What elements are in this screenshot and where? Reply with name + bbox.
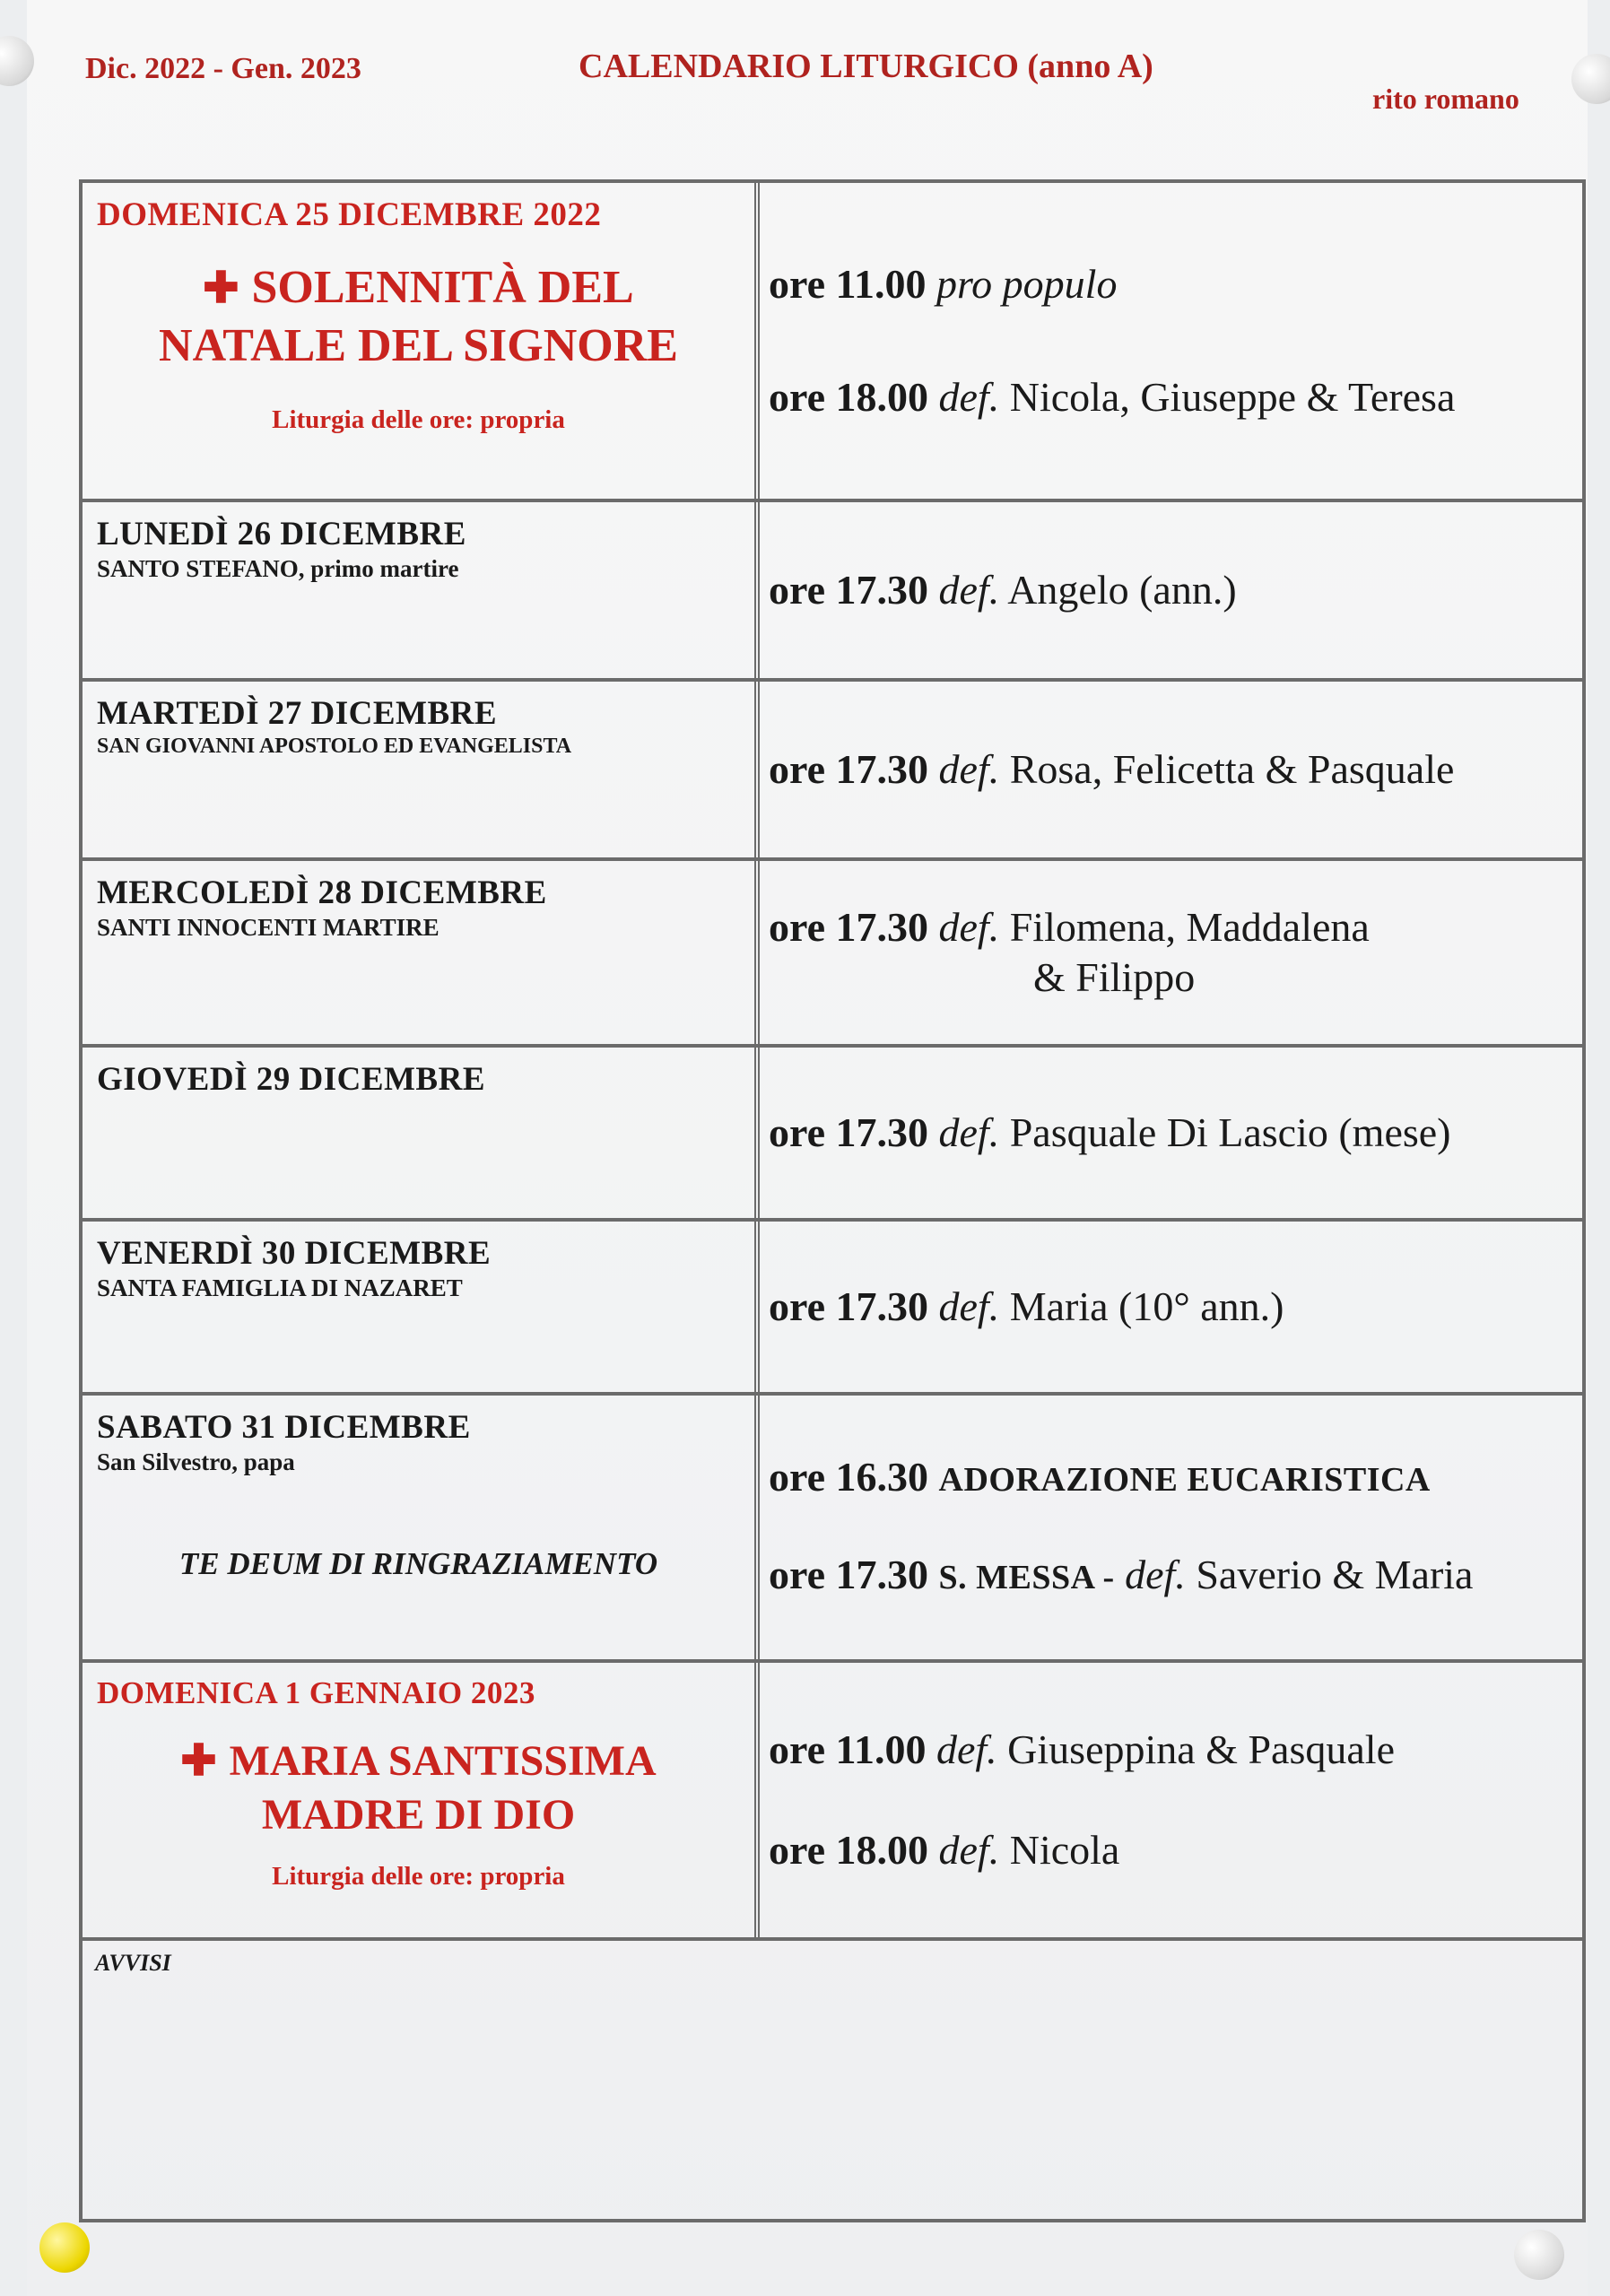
mass-time: ore 17.30	[769, 567, 929, 613]
day-label: DOMENICA 25 DICEMBRE 2022	[97, 196, 602, 233]
day-cell	[83, 502, 760, 678]
mass-time: ore 17.30	[769, 904, 929, 950]
day-cell	[83, 682, 760, 857]
mass-names: Nicola, Giuseppe & Teresa	[1009, 374, 1456, 421]
mass-tag: S. MESSA -	[938, 1558, 1115, 1596]
mass-def: def.	[938, 746, 1000, 792]
header	[0, 47, 1610, 118]
saint-label: San Silvestro, papa	[97, 1448, 295, 1475]
mass-entry	[769, 1725, 1573, 1775]
feast-line: SOLENNITÀ DEL	[251, 262, 634, 313]
mass-entry	[769, 372, 1573, 422]
saint-label: SAN GIOVANNI APOSTOLO ED EVANGELISTA	[97, 735, 572, 758]
mass-cell	[760, 1396, 1582, 1659]
day-label: SABATO 31 DICEMBRE	[97, 1409, 471, 1446]
mass-names: Nicola	[1009, 1826, 1120, 1873]
table-row	[83, 682, 1582, 861]
mass-time: ore 17.30	[769, 1551, 929, 1597]
mass-entry	[769, 1550, 1573, 1603]
mass-names: Saverio & Maria	[1196, 1551, 1474, 1597]
mass-names: Angelo (ann.)	[1007, 567, 1237, 613]
mass-cell	[760, 1048, 1582, 1218]
day-cell	[83, 1222, 760, 1392]
notices-label: AVVISI	[95, 1950, 171, 1976]
day-cell	[83, 183, 760, 499]
table-row	[83, 1048, 1582, 1222]
mass-time: ore 17.30	[769, 1109, 929, 1155]
day-label: GIOVEDÌ 29 DICEMBRE	[97, 1061, 485, 1098]
mass-time: ore 18.00	[769, 1826, 929, 1873]
mass-cell	[760, 502, 1582, 678]
pushpin-icon	[1514, 2230, 1564, 2280]
mass-entry	[769, 902, 1573, 1003]
mass-def: def.	[938, 567, 1000, 613]
mass-cell	[760, 1663, 1582, 1937]
day-label: VENERDÌ 30 DICEMBRE	[97, 1235, 492, 1272]
calendar-title: CALENDARIO LITURGICO (anno A)	[579, 48, 1153, 85]
feast-line: MARIA SANTISSIMA	[229, 1737, 657, 1785]
day-cell	[83, 861, 760, 1044]
table-row	[83, 1396, 1582, 1663]
mass-names: Rosa, Felicetta & Pasquale	[1009, 746, 1455, 792]
mass-entry	[769, 565, 1573, 615]
calendar-table	[79, 179, 1586, 2222]
mass-names-continued: & Filippo	[1033, 954, 1196, 1000]
day-label: LUNEDÌ 26 DICEMBRE	[97, 516, 466, 552]
rite-label: rito romano	[1372, 83, 1519, 115]
mass-names: Maria (10° ann.)	[1009, 1283, 1284, 1329]
day-label: MERCOLEDÌ 28 DICEMBRE	[97, 874, 547, 911]
mass-entry	[769, 1825, 1573, 1875]
mass-time: ore 11.00	[769, 1726, 927, 1773]
table-row	[83, 861, 1582, 1048]
mass-names: Filomena, Maddalena	[1009, 904, 1370, 950]
mass-time: ore 11.00	[769, 260, 927, 307]
day-cell	[83, 1396, 760, 1659]
mass-def: def.	[938, 1109, 1000, 1155]
mass-time: ore 18.00	[769, 374, 929, 421]
pushpin-icon	[39, 2222, 90, 2273]
saint-label: SANTO STEFANO, primo martire	[97, 555, 459, 582]
notices-box	[83, 1941, 1582, 2219]
mass-cell	[760, 861, 1582, 1044]
table-row	[83, 1222, 1582, 1396]
date-range: Dic. 2022 - Gen. 2023	[85, 52, 361, 85]
cross-icon: ✚	[203, 265, 239, 312]
mass-time: ore 16.30	[769, 1454, 929, 1500]
cross-icon: ✚	[180, 1737, 217, 1785]
liturgy-note: Liturgia delle ore: propria	[272, 1862, 565, 1891]
table-row	[83, 183, 1582, 502]
saint-label: SANTI INNOCENTI MARTIRE	[97, 914, 439, 941]
mass-names: Pasquale Di Lascio (mese)	[1009, 1109, 1451, 1155]
day-cell	[83, 1048, 760, 1218]
mass-names: Giuseppina & Pasquale	[1007, 1726, 1395, 1773]
mass-entry	[769, 259, 1573, 309]
day-cell	[83, 1663, 760, 1937]
feast-line: MADRE DI DIO	[261, 1791, 576, 1839]
saint-label: SANTA FAMIGLIA DI NAZARET	[97, 1274, 463, 1301]
mass-time: ore 17.30	[769, 746, 929, 792]
mass-entry	[769, 1108, 1573, 1158]
mass-def: def.	[938, 374, 1000, 421]
day-label: DOMENICA 1 GENNAIO 2023	[97, 1675, 535, 1710]
mass-cell	[760, 183, 1582, 499]
mass-def: def.	[936, 1726, 997, 1773]
table-row	[83, 1663, 1582, 1941]
mass-entry	[769, 1452, 1573, 1505]
feast-title	[97, 259, 740, 375]
adoration-label: ADORAZIONE EUCARISTICA	[938, 1461, 1431, 1500]
liturgy-note: Liturgia delle ore: propria	[272, 405, 565, 434]
mass-time: ore 17.30	[769, 1283, 929, 1329]
mass-def: def.	[938, 1283, 1000, 1329]
mass-def: def.	[1125, 1551, 1186, 1597]
mass-entry	[769, 1282, 1573, 1332]
table-row	[83, 502, 1582, 682]
mass-def: def.	[938, 904, 1000, 950]
mass-cell	[760, 1222, 1582, 1392]
feast-line: NATALE DEL SIGNORE	[159, 320, 678, 371]
mass-def: def.	[938, 1826, 1000, 1873]
day-label: MARTEDÌ 27 DICEMBRE	[97, 695, 498, 732]
mass-cell	[760, 682, 1582, 857]
te-deum-label: TE DEUM DI RINGRAZIAMENTO	[178, 1546, 658, 1581]
mass-intention: pro populo	[936, 260, 1118, 307]
mass-entry	[769, 744, 1573, 795]
feast-title	[97, 1735, 740, 1842]
